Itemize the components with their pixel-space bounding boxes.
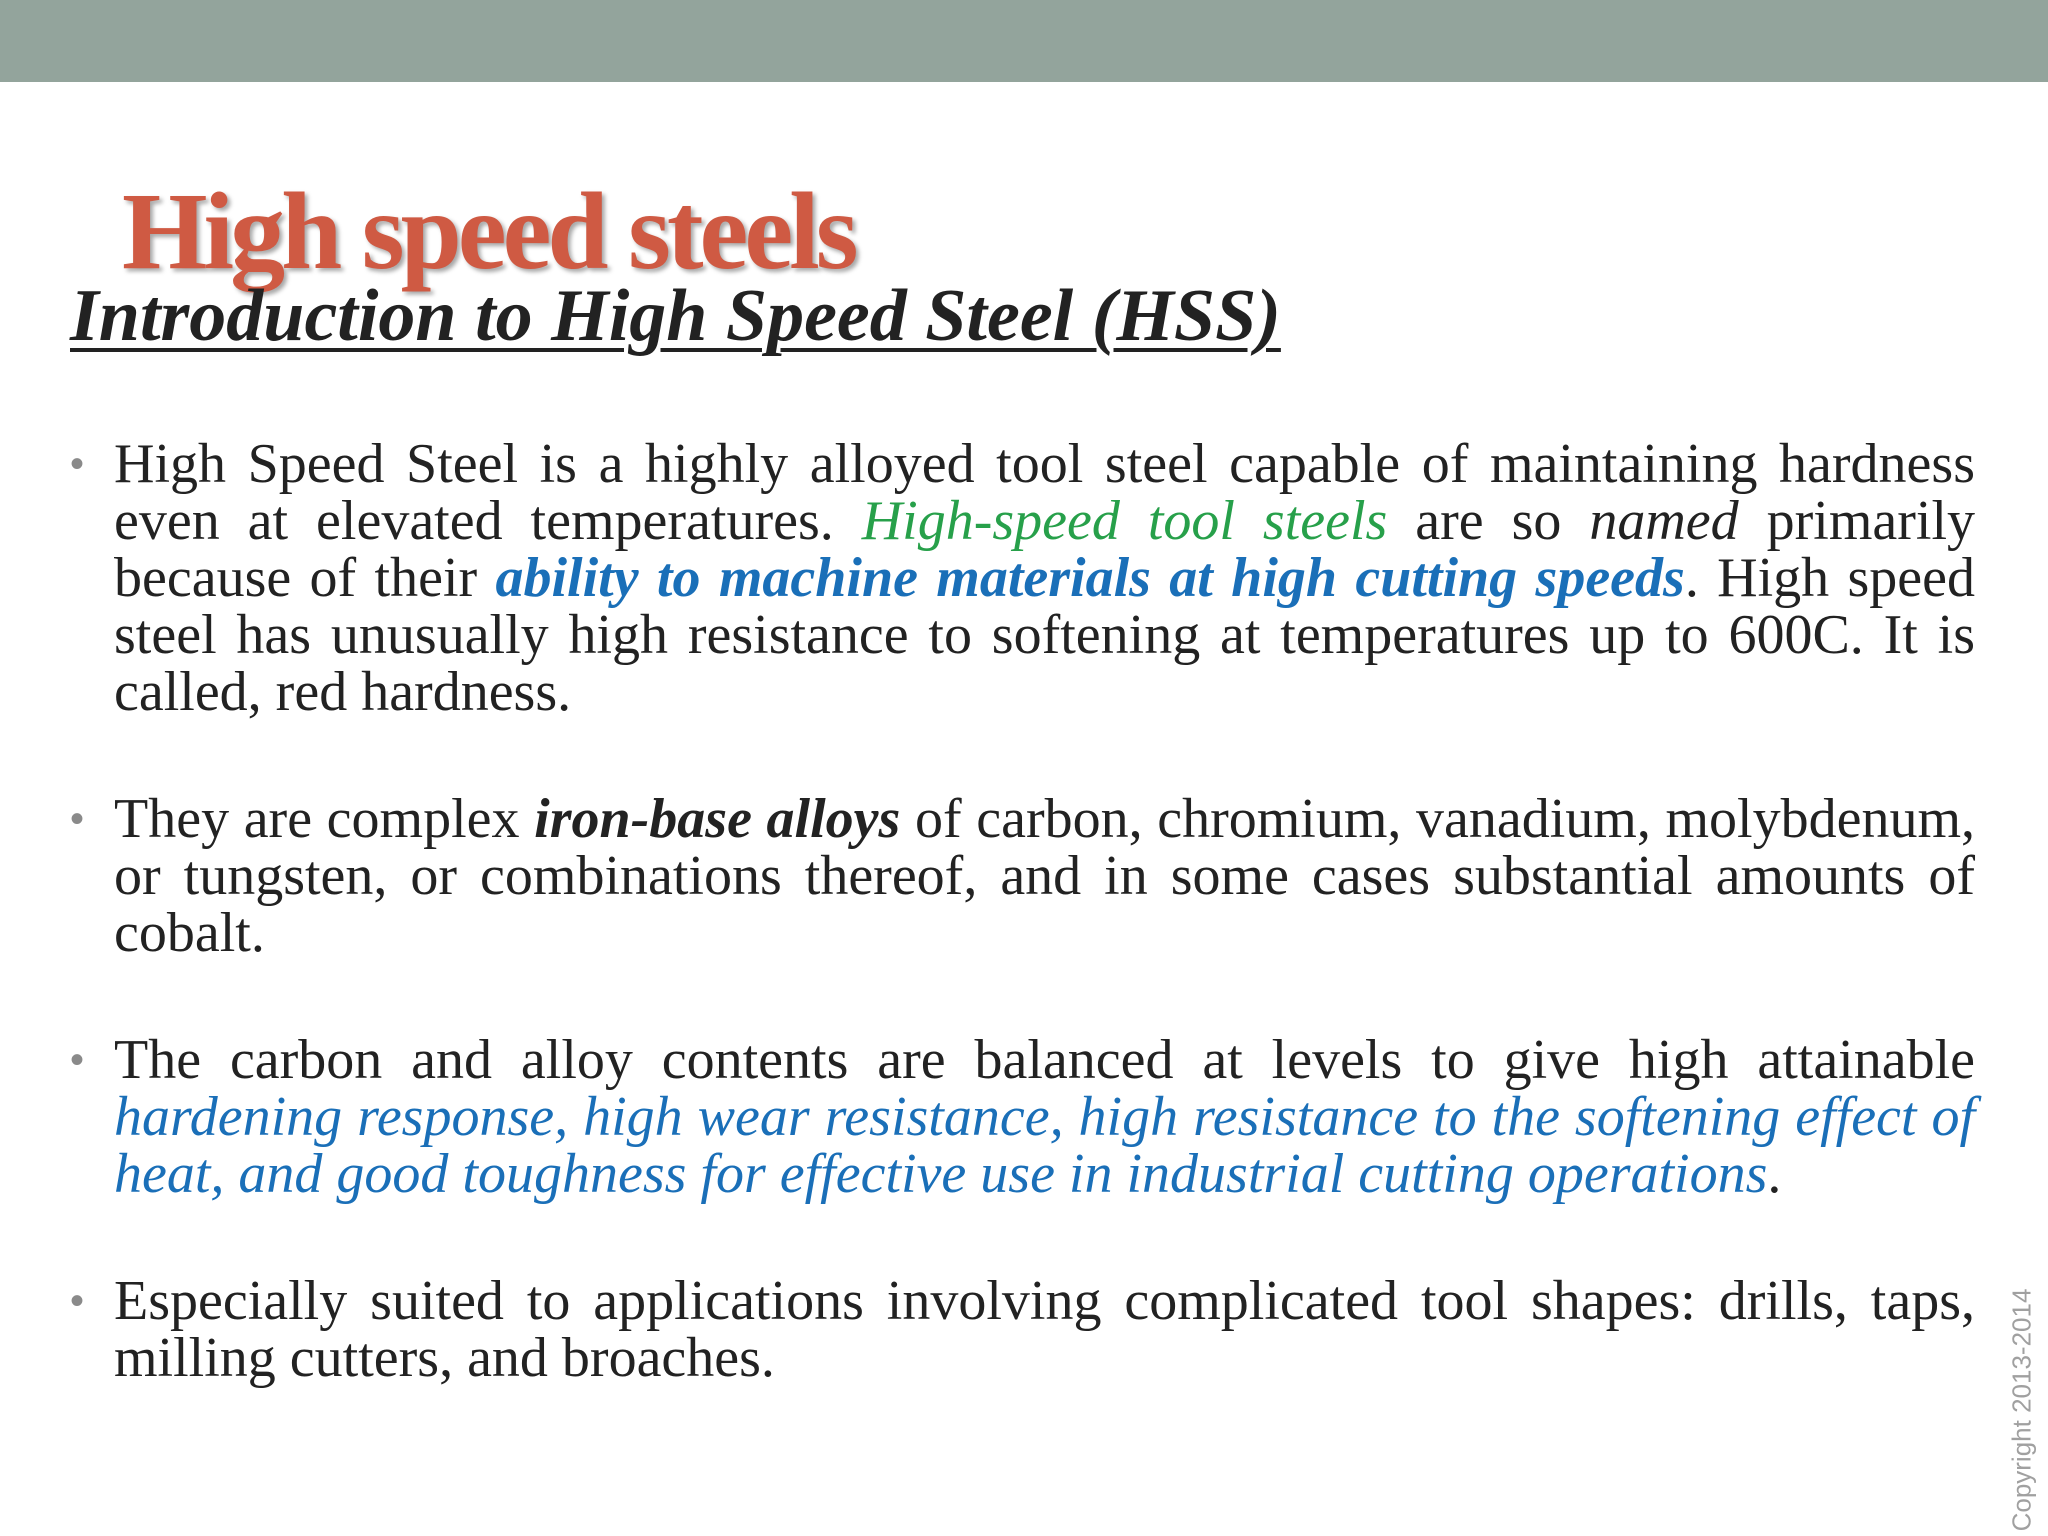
emphasis-iron-base-alloys: iron-base alloys — [534, 788, 901, 850]
bullet-text: High Speed Steel is a highly alloyed tool steel capable of maintaining hardness even at elevated temperatures. — [114, 433, 1975, 552]
emphasis-high-speed-tool-steels: High-speed tool steels — [861, 490, 1388, 552]
header-bar — [0, 0, 2048, 82]
bullet-marker: • — [70, 797, 85, 841]
slide-title: High speed steels — [122, 170, 855, 292]
slide-subtitle: Introduction to High Speed Steel (HSS) — [70, 275, 1281, 357]
bullet-item-iron-base-alloys — [70, 788, 1976, 964]
bullet-text: . High speed steel has unusually high resistance to softening at temperatures up to 600C. It is called, red hardness. — [114, 547, 1976, 723]
bullet-item-applications — [70, 1270, 1975, 1389]
bullet-marker: • — [70, 1038, 85, 1082]
bullet-text: Especially suited to applications involving complicated tool shapes: drills, taps, milling cutters, and broaches. — [114, 1270, 1975, 1389]
bullet-marker: • — [70, 1279, 85, 1323]
emphasis-ability-to-machine: ability to machine materials at high cutting speeds — [495, 547, 1685, 609]
emphasis-named: named — [1589, 490, 1739, 552]
bullet-text: of carbon, chromium, vanadium, molybdenum, or tungsten, or combinations thereof, and in some cases substantial amounts of cobalt. — [114, 788, 1976, 964]
bullet-marker: • — [70, 442, 85, 486]
bullet-text: . — [1767, 1143, 1782, 1205]
bullet-list — [70, 433, 1976, 1389]
bullet-text: The carbon and alloy contents are balanced at levels to give high attainable — [114, 1029, 1975, 1091]
bullet-item-carbon-alloy-balance — [70, 1029, 1975, 1205]
bullet-text: They are complex — [114, 788, 535, 850]
bullet-item-red-hardness — [70, 433, 1976, 723]
copyright-notice: Copyright 2013-2014 — [2006, 1288, 2037, 1532]
emphasis-hardening-response: hardening response, high wear resistance, high resistance to the softening effect of heat, and good toughness for effective use in industrial cutting operations — [114, 1086, 1975, 1205]
bullet-text: primarily because of their — [114, 490, 1976, 609]
bullet-text: are so — [1387, 490, 1590, 552]
